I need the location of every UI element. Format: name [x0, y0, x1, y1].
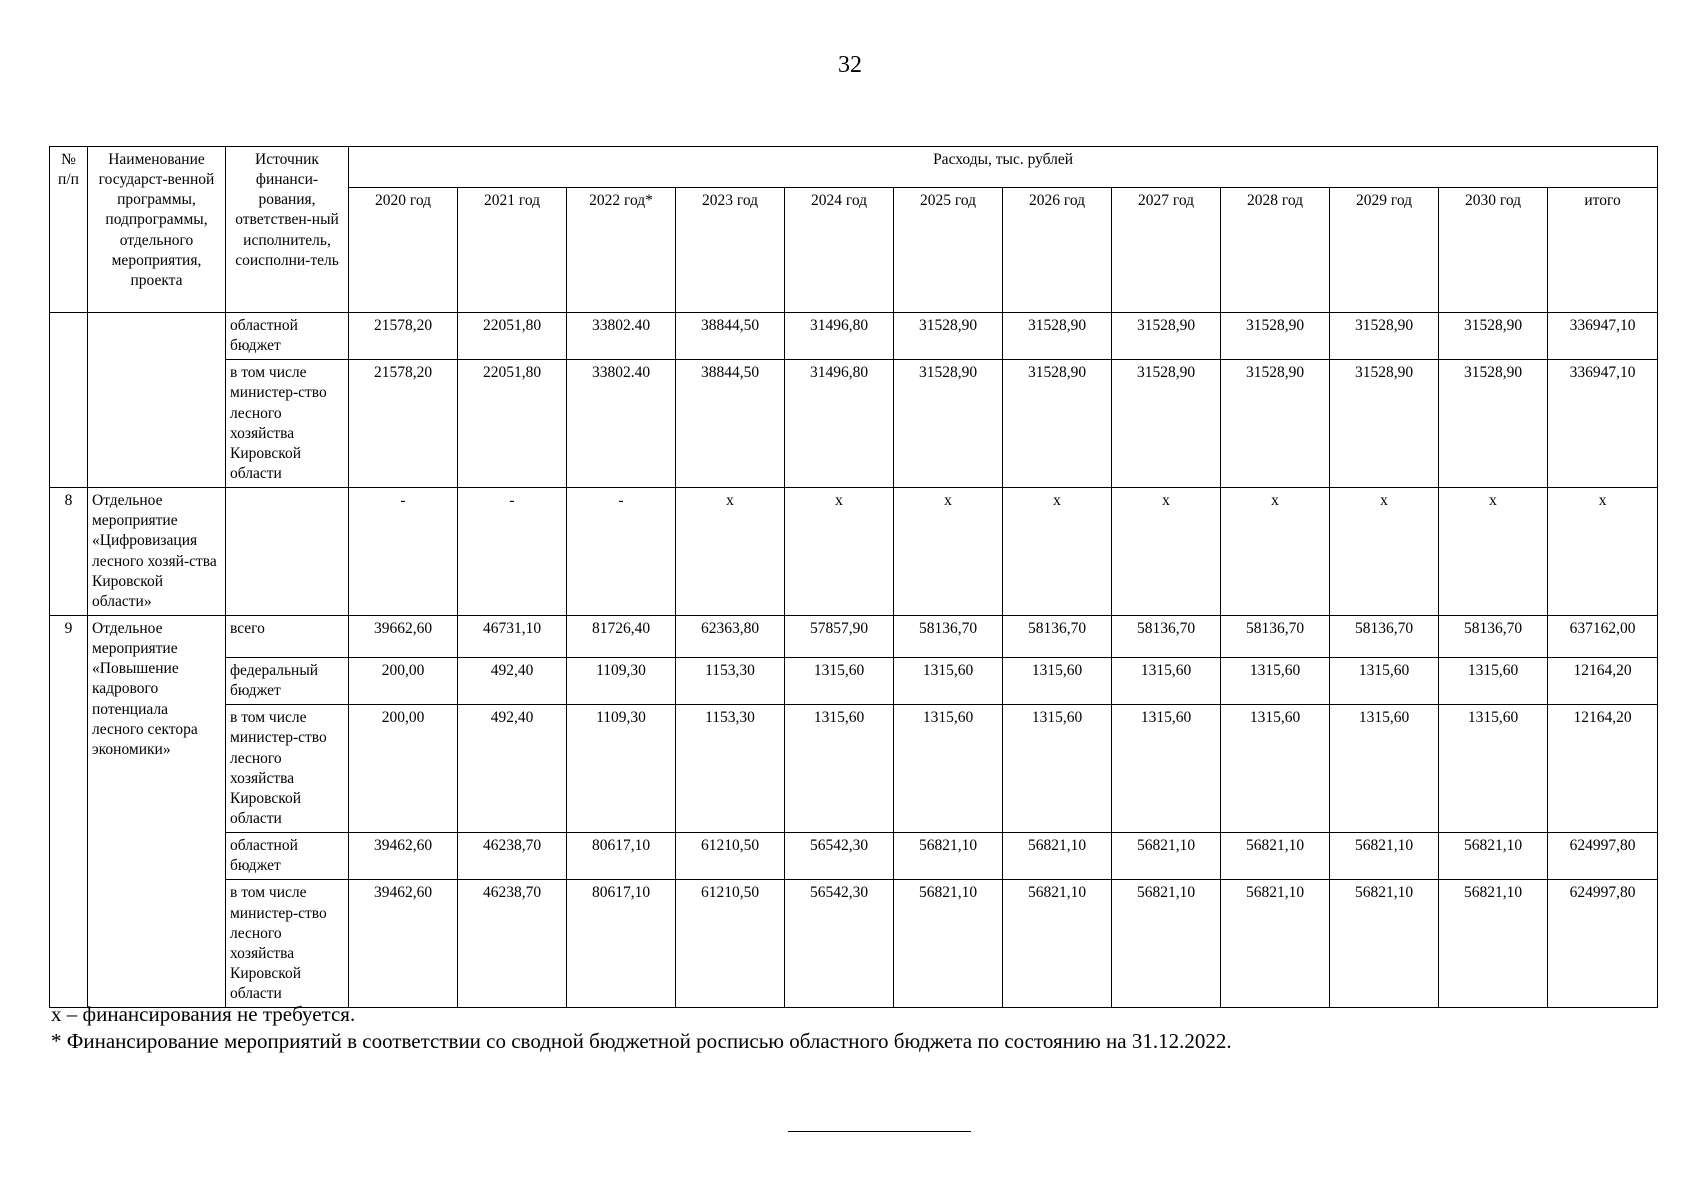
- table-row: [50, 360, 1658, 488]
- value-cell: 58136,70: [1439, 615, 1548, 657]
- total-cell: 336947,10: [1548, 360, 1658, 488]
- value-cell: 22051,80: [458, 360, 567, 488]
- cont-num-cell: [50, 313, 88, 488]
- footnote-asterisk: * Финансирование мероприятий в соответствии со сводной бюджетной росписью областного бюджета по состоянию на 31.12.2022.: [51, 1028, 1232, 1053]
- item-name: Отдельное мероприятие «Повышение кадрового потенциала лесного сектора экономики»: [88, 615, 226, 1007]
- value-cell: 56821,10: [1221, 833, 1330, 880]
- header-year: 2028 год: [1221, 188, 1330, 313]
- value-cell: 1315,60: [894, 657, 1003, 704]
- table-row: [50, 313, 1658, 360]
- value-cell: 56821,10: [1330, 833, 1439, 880]
- total-cell: 624997,80: [1548, 880, 1658, 1008]
- value-cell: 81726,40: [567, 615, 676, 657]
- value-cell: 1315,60: [894, 705, 1003, 833]
- value-cell: 31496,80: [785, 360, 894, 488]
- value-cell: 1315,60: [1439, 657, 1548, 704]
- header-year: 2021 год: [458, 188, 567, 313]
- value-cell: 1315,60: [1330, 705, 1439, 833]
- value-cell: 57857,90: [785, 615, 894, 657]
- value-cell: 31528,90: [1221, 313, 1330, 360]
- table-row: [50, 488, 1658, 616]
- value-cell: 46731,10: [458, 615, 567, 657]
- value-cell: 56821,10: [1221, 880, 1330, 1008]
- budget-table: [49, 146, 1658, 1008]
- value-cell: 39462,60: [349, 880, 458, 1008]
- header-year: 2025 год: [894, 188, 1003, 313]
- footnote-x: x – финансирования не требуется.: [51, 1002, 356, 1026]
- header-row-top: [50, 147, 1658, 188]
- source-cell: в том числе министер-ство лесного хозяйства Кировской области: [226, 360, 349, 488]
- value-cell: 39662,60: [349, 615, 458, 657]
- value-cell: 61210,50: [676, 833, 785, 880]
- value-cell: x: [1221, 488, 1330, 616]
- value-cell: x: [1003, 488, 1112, 616]
- value-cell: 1315,60: [1330, 657, 1439, 704]
- value-cell: 22051,80: [458, 313, 567, 360]
- value-cell: 56821,10: [1439, 880, 1548, 1008]
- value-cell: 1315,60: [785, 705, 894, 833]
- value-cell: 58136,70: [1003, 615, 1112, 657]
- cont-name-cell: [88, 313, 226, 488]
- value-cell: 56821,10: [1003, 833, 1112, 880]
- source-cell: [226, 488, 349, 616]
- value-cell: 1315,60: [1439, 705, 1548, 833]
- value-cell: 492,40: [458, 657, 567, 704]
- value-cell: x: [894, 488, 1003, 616]
- value-cell: 31528,90: [1112, 360, 1221, 488]
- source-cell: областной бюджет: [226, 313, 349, 360]
- value-cell: 38844,50: [676, 313, 785, 360]
- source-cell: федеральный бюджет: [226, 657, 349, 704]
- header-expenses: Расходы, тыс. рублей: [349, 147, 1658, 188]
- value-cell: -: [458, 488, 567, 616]
- item-number: 9: [50, 615, 88, 1007]
- value-cell: 58136,70: [1221, 615, 1330, 657]
- value-cell: x: [1330, 488, 1439, 616]
- value-cell: 31528,90: [1003, 313, 1112, 360]
- value-cell: 31528,90: [894, 360, 1003, 488]
- value-cell: x: [1439, 488, 1548, 616]
- source-cell: областной бюджет: [226, 833, 349, 880]
- header-year: 2022 год*: [567, 188, 676, 313]
- value-cell: 61210,50: [676, 880, 785, 1008]
- value-cell: 1315,60: [1112, 705, 1221, 833]
- value-cell: 1315,60: [1221, 657, 1330, 704]
- value-cell: 38844,50: [676, 360, 785, 488]
- header-year: 2026 год: [1003, 188, 1112, 313]
- table-row: [50, 833, 1658, 880]
- value-cell: 1315,60: [1112, 657, 1221, 704]
- value-cell: 1109,30: [567, 705, 676, 833]
- header-year: 2024 год: [785, 188, 894, 313]
- header-year: 2030 год: [1439, 188, 1548, 313]
- value-cell: 1153,30: [676, 657, 785, 704]
- value-cell: 56821,10: [1330, 880, 1439, 1008]
- value-cell: 31496,80: [785, 313, 894, 360]
- closing-rule: [788, 1131, 971, 1132]
- table-row: [50, 615, 1658, 657]
- value-cell: 56821,10: [894, 880, 1003, 1008]
- value-cell: 33802.40: [567, 360, 676, 488]
- value-cell: x: [676, 488, 785, 616]
- header-num: № п/п: [50, 147, 88, 313]
- value-cell: 39462,60: [349, 833, 458, 880]
- value-cell: 80617,10: [567, 880, 676, 1008]
- header-source: Источник финанси-рования, ответствен-ный исполнитель, соисполни-тель: [226, 147, 349, 313]
- header-year: 2029 год: [1330, 188, 1439, 313]
- value-cell: 200,00: [349, 657, 458, 704]
- source-cell: в том числе министер-ство лесного хозяйства Кировской области: [226, 880, 349, 1008]
- value-cell: 56542,30: [785, 833, 894, 880]
- value-cell: 31528,90: [1439, 313, 1548, 360]
- value-cell: 58136,70: [894, 615, 1003, 657]
- value-cell: 31528,90: [1221, 360, 1330, 488]
- value-cell: x: [1112, 488, 1221, 616]
- value-cell: 492,40: [458, 705, 567, 833]
- source-cell: всего: [226, 615, 349, 657]
- total-cell: 12164,20: [1548, 705, 1658, 833]
- value-cell: 31528,90: [1330, 360, 1439, 488]
- header-year-total: итого: [1548, 188, 1658, 313]
- value-cell: 31528,90: [1330, 313, 1439, 360]
- value-cell: 80617,10: [567, 833, 676, 880]
- total-cell: 624997,80: [1548, 833, 1658, 880]
- value-cell: 1315,60: [1003, 657, 1112, 704]
- value-cell: 56821,10: [1112, 833, 1221, 880]
- value-cell: 58136,70: [1330, 615, 1439, 657]
- value-cell: -: [349, 488, 458, 616]
- value-cell: 31528,90: [894, 313, 1003, 360]
- value-cell: 31528,90: [1112, 313, 1221, 360]
- value-cell: 1153,30: [676, 705, 785, 833]
- value-cell: 56821,10: [894, 833, 1003, 880]
- value-cell: 1109,30: [567, 657, 676, 704]
- value-cell: 1315,60: [785, 657, 894, 704]
- value-cell: x: [785, 488, 894, 616]
- value-cell: 56821,10: [1439, 833, 1548, 880]
- value-cell: 46238,70: [458, 833, 567, 880]
- value-cell: 58136,70: [1112, 615, 1221, 657]
- total-cell: 12164,20: [1548, 657, 1658, 704]
- value-cell: 21578,20: [349, 360, 458, 488]
- item-name: Отдельное мероприятие «Цифровизация лесного хозяй-ства Кировской области»: [88, 488, 226, 616]
- item-number: 8: [50, 488, 88, 616]
- table-row: [50, 880, 1658, 1008]
- value-cell: 1315,60: [1221, 705, 1330, 833]
- source-cell: в том числе министер-ство лесного хозяйства Кировской области: [226, 705, 349, 833]
- value-cell: 200,00: [349, 705, 458, 833]
- value-cell: 33802.40: [567, 313, 676, 360]
- value-cell: 31528,90: [1439, 360, 1548, 488]
- total-cell: 336947,10: [1548, 313, 1658, 360]
- value-cell: 56821,10: [1003, 880, 1112, 1008]
- value-cell: 56542,30: [785, 880, 894, 1008]
- value-cell: 21578,20: [349, 313, 458, 360]
- value-cell: -: [567, 488, 676, 616]
- total-cell: x: [1548, 488, 1658, 616]
- value-cell: 31528,90: [1003, 360, 1112, 488]
- value-cell: 56821,10: [1112, 880, 1221, 1008]
- total-cell: 637162,00: [1548, 615, 1658, 657]
- header-year: 2020 год: [349, 188, 458, 313]
- page-number: 32: [838, 52, 862, 78]
- table-row: [50, 657, 1658, 704]
- header-year: 2023 год: [676, 188, 785, 313]
- value-cell: 62363,80: [676, 615, 785, 657]
- footnotes: [51, 1001, 1651, 1054]
- header-name: Наименование государст-венной программы, подпрограммы, отдельного мероприятия, проекта: [88, 147, 226, 313]
- value-cell: 1315,60: [1003, 705, 1112, 833]
- table-row: [50, 705, 1658, 833]
- value-cell: 46238,70: [458, 880, 567, 1008]
- header-year: 2027 год: [1112, 188, 1221, 313]
